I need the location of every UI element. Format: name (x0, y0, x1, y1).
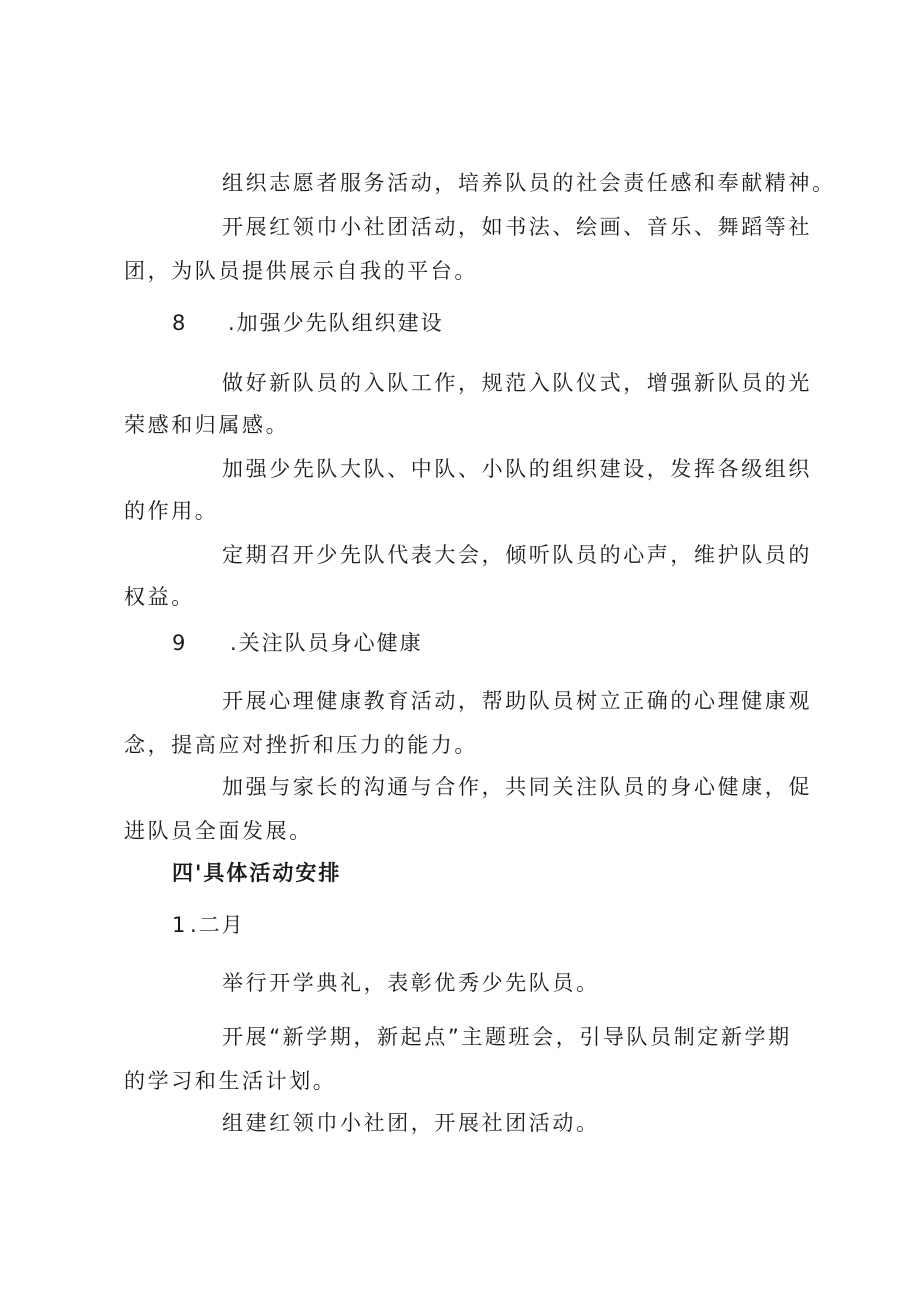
paragraph-parents-line1: 加强与家长的沟通与合作，共同关注队员的身心健康，促 (222, 775, 812, 799)
paragraph-club-line1: 开展红领巾小社团活动，如书法、绘画、音乐、舞蹈等社 (222, 215, 812, 239)
paragraph-new-members-line2: 荣感和归属感。 (124, 413, 290, 437)
paragraph-congress-line1: 定期召开少先队代表大会，倾听队员的心声，维护队员的 (222, 543, 812, 567)
paragraph-organization-line1: 加强少先队大队、中队、小队的组织建设，发挥各级组织 (222, 457, 812, 481)
heading-9-title: .关注队员身心健康 (230, 631, 423, 655)
paragraph-mental-health-line2: 念，提高应对挫折和压力的能力。 (124, 733, 478, 757)
paragraph-clubs: 组建红领巾小社团，开展社团活动。 (222, 1111, 600, 1135)
paragraph-class-meeting-line2: 的学习和生活计划。 (124, 1069, 337, 1093)
paragraph-class-meeting-line1: 开展“新学期，新起点”主题班会，引导队员制定新学期 (222, 1025, 792, 1049)
heading-1-number: 1 (172, 913, 186, 937)
paragraph-club-line2: 团，为队员提供展示自我的平台。 (124, 259, 478, 283)
section-4-heading: 四'具体活动安排 (172, 861, 342, 885)
heading-8-title: .加强少先队组织建设 (228, 311, 444, 335)
paragraph-new-members-line1: 做好新队员的入队工作，规范入队仪式，增强新队员的光 (222, 371, 812, 395)
paragraph-parents-line2: 进队员全面发展。 (124, 819, 313, 843)
heading-8-number: 8 (172, 311, 186, 335)
paragraph-mental-health-line1: 开展心理健康教育活动，帮助队员树立正确的心理健康观 (222, 689, 812, 713)
heading-9-number: 9 (172, 631, 186, 655)
paragraph-opening-ceremony: 举行开学典礼，表彰优秀少先队员。 (222, 971, 600, 995)
paragraph-organization-line2: 的作用。 (124, 499, 219, 523)
heading-1-title: .二月 (190, 913, 245, 937)
paragraph-volunteer: 组织志愿者服务活动，培养队员的社会责任感和奉献精神。 (222, 171, 836, 195)
paragraph-congress-line2: 权益。 (124, 585, 195, 609)
